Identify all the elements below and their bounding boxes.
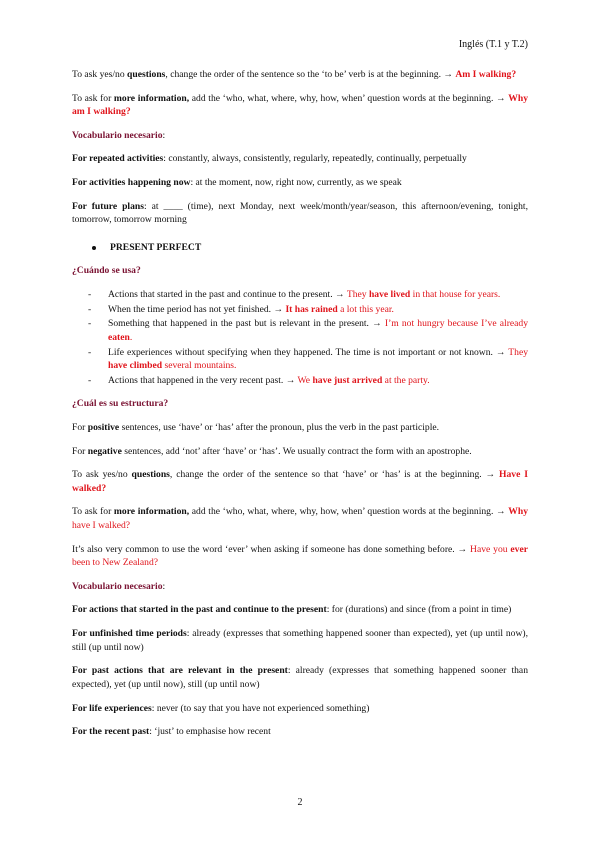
list-item: - Something that happened in the past but is relevant in the present. → I’m not hungry because I’ve already eaten.: [72, 317, 528, 344]
vocab-heading: Vocabulario necesario:: [72, 129, 166, 141]
example-text: Am I walking?: [455, 69, 517, 80]
list-item: - Life experiences without specifying when they happened. The time is not important or not known. → They have climbed several mountains.: [72, 346, 528, 373]
structure-heading: ¿Cuál es su estructura?: [72, 398, 169, 410]
vocab-life-experiences: For life experiences: never (to say that you have not experienced something): [72, 702, 370, 714]
page-number: 2: [297, 796, 303, 808]
vocab-recent-past: For the recent past: ‘just’ to emphasise how recent: [72, 726, 271, 738]
yes-no-questions-paragraph: To ask yes/no questions, change the order of the sentence so that ‘have’ or ‘has’ is at the beginning. → Have I walked?: [72, 469, 528, 494]
ever-paragraph: It’s also very common to use the word ‘ever’ when asking if someone has done something before. → Have you ever been to New Zealand?: [72, 543, 528, 569]
vocab-started-in-past: For actions that started in the past and continue to the present: for (durations) and since (from a point in time): [72, 604, 512, 616]
more-information-paragraph: To ask for more information, add the ‘who, what, where, why, how, when’ question words at the beginning. → Why have I walked?: [72, 506, 528, 532]
list-item: - When the time period has not yet finished. → It has rained a lot this year.: [72, 303, 528, 317]
list-item: - Actions that happened in the very recent past. → We have just arrived at the party.: [72, 374, 528, 388]
yes-no-questions-paragraph: To ask yes/no questions, change the order of the sentence so the ‘to be’ verb is at the beginning. → Am I walking?: [72, 69, 517, 80]
vocab-future-plans: For future plans: at ____ (time), next Monday, next week/month/year/season, this afternoon/evening, tonight, tomorrow, tomorrow morning: [72, 200, 528, 226]
vocab-heading: Vocabulario necesario:: [72, 580, 166, 592]
page-content: [72, 68, 528, 749]
bullet-icon: [92, 246, 96, 250]
usage-list: [72, 288, 528, 387]
negative-paragraph: For negative sentences, add ‘not’ after ‘have’ or ‘has’. We usually contract the form with an apostrophe.: [72, 445, 472, 457]
vocab-activities-now: For activities happening now: at the moment, now, right now, currently, as we speak: [72, 177, 402, 189]
vocab-repeated-activities: For repeated activities: constantly, always, consistently, regularly, repeatedly, continually, perpetually: [72, 153, 467, 165]
page-header: Inglés (T.1 y T.2): [458, 39, 528, 50]
usage-heading: ¿Cuándo se usa?: [72, 265, 141, 277]
vocab-unfinished-periods: For unfinished time periods: already (expresses that something happened sooner than expected), yet (up until now), still (up until now): [72, 628, 528, 653]
example-text: Why am I walking?: [72, 92, 528, 118]
positive-paragraph: For positive sentences, use ‘have’ or ‘has’ after the pronoun, plus the verb in the past participle.: [72, 421, 440, 433]
vocab-relevant-present: For past actions that are relevant in the present: already (expresses that something happened sooner than expected), yet (up until now), still (up until now): [72, 665, 528, 690]
more-information-paragraph: To ask for more information, add the ‘who, what, where, why, how, when’ question words at the beginning. → Why am I walking?: [72, 92, 528, 118]
list-item: - Actions that started in the past and continue to the present. → They have lived in that house for years.: [72, 288, 528, 302]
example-text: Have I walked?: [72, 469, 528, 494]
section-title-present-perfect: PRESENT PERFECT: [92, 241, 528, 255]
